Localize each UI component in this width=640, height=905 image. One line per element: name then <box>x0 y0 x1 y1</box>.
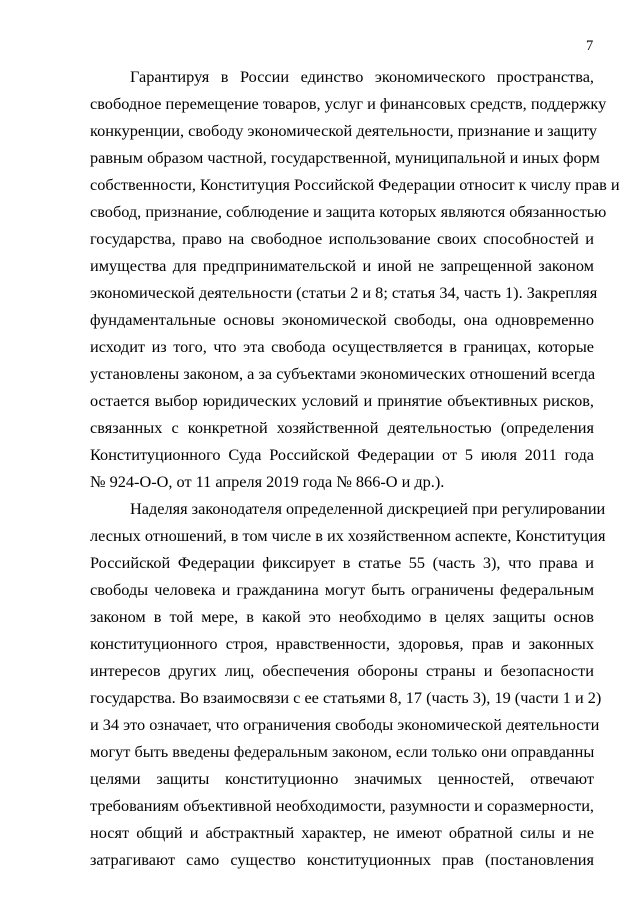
paragraph-2-line-1: Наделяя законодателя определенной дискрецией при регулировании <box>130 499 606 518</box>
paragraph-1-line-16: № 924-О-О, от 11 апреля 2019 года № 866-О и др.). <box>90 472 445 491</box>
page-number: 7 <box>586 38 594 54</box>
paragraph-2-line-3: Российской Федерации фиксирует в статье 55 (часть 3), что права и <box>90 553 594 572</box>
paragraph-1-line-4: равным образом частной, государственной, муниципальной и иных форм <box>90 148 600 167</box>
paragraph-1-line-13: остается выбор юридических условий и принятие объективных рисков, <box>90 391 594 410</box>
paragraph-2-line-12: требованиям объективной необходимости, разумности и соразмерности, <box>90 796 594 815</box>
paragraph-2-line-7: интересов других лиц, обеспечения обороны страны и безопасности <box>90 661 594 680</box>
paragraph-2-line-14: затрагивают само существо конституционных прав (постановления <box>90 850 594 869</box>
paragraph-2-line-10: могут быть введены федеральным законом, если только они оправданны <box>90 742 595 761</box>
paragraph-1-line-7: государства, право на свободное использование своих способностей и <box>90 229 594 248</box>
paragraph-1-line-11: исходит из того, что эта свобода осуществляется в границах, которые <box>90 337 594 356</box>
paragraph-1-line-14: связанных с конкретной хозяйственной деятельностью (определения <box>90 418 594 437</box>
paragraph-2-line-6: конституционного строя, нравственности, здоровья, прав и законных <box>90 634 594 653</box>
paragraph-2-line-11: целями защиты конституционно значимых ценностей, отвечают <box>90 769 594 788</box>
paragraph-1-line-12: установлены законом, а за субъектами экономических отношений всегда <box>90 364 596 383</box>
paragraph-2-line-13: носят общий и абстрактный характер, не имеют обратной силы и не <box>90 823 594 842</box>
paragraph-1-line-5: собственности, Конституция Российской Федерации относит к числу прав и <box>90 175 620 194</box>
paragraph-1-line-8: имущества для предпринимательской и иной не запрещенной законом <box>90 256 594 275</box>
paragraph-1-line-2: свободное перемещение товаров, услуг и финансовых средств, поддержку <box>90 94 607 113</box>
paragraph-1-line-6: свобод, признание, соблюдение и защита которых являются обязанностью <box>90 202 607 221</box>
paragraph-1-line-10: фундаментальные основы экономической свободы, она одновременно <box>90 310 594 329</box>
paragraph-2-line-4: свободы человека и гражданина могут быть ограничены федеральным <box>90 580 594 599</box>
paragraph-1-line-3: конкуренции, свободу экономической деятельности, признание и защиту <box>90 121 598 140</box>
paragraph-2-line-5: законом в той мере, в какой это необходимо в целях защиты основ <box>90 607 594 626</box>
paragraph-1-line-1: Гарантируя в России единство экономического пространства, <box>130 67 594 86</box>
paragraph-1-line-9: экономической деятельности (статьи 2 и 8; статья 34, часть 1). Закрепляя <box>90 283 598 302</box>
paragraph-2-line-9: и 34 это означает, что ограничения свободы экономической деятельности <box>90 715 600 734</box>
paragraph-2-line-2: лесных отношений, в том числе в их хозяйственном аспекте, Конституция <box>90 526 606 545</box>
paragraph-1-line-15: Конституционного Суда Российской Федерации от 5 июля 2011 года <box>90 445 594 464</box>
paragraph-2-line-8: государства. Во взаимосвязи с ее статьями 8, 17 (часть 3), 19 (части 1 и 2) <box>90 688 602 707</box>
